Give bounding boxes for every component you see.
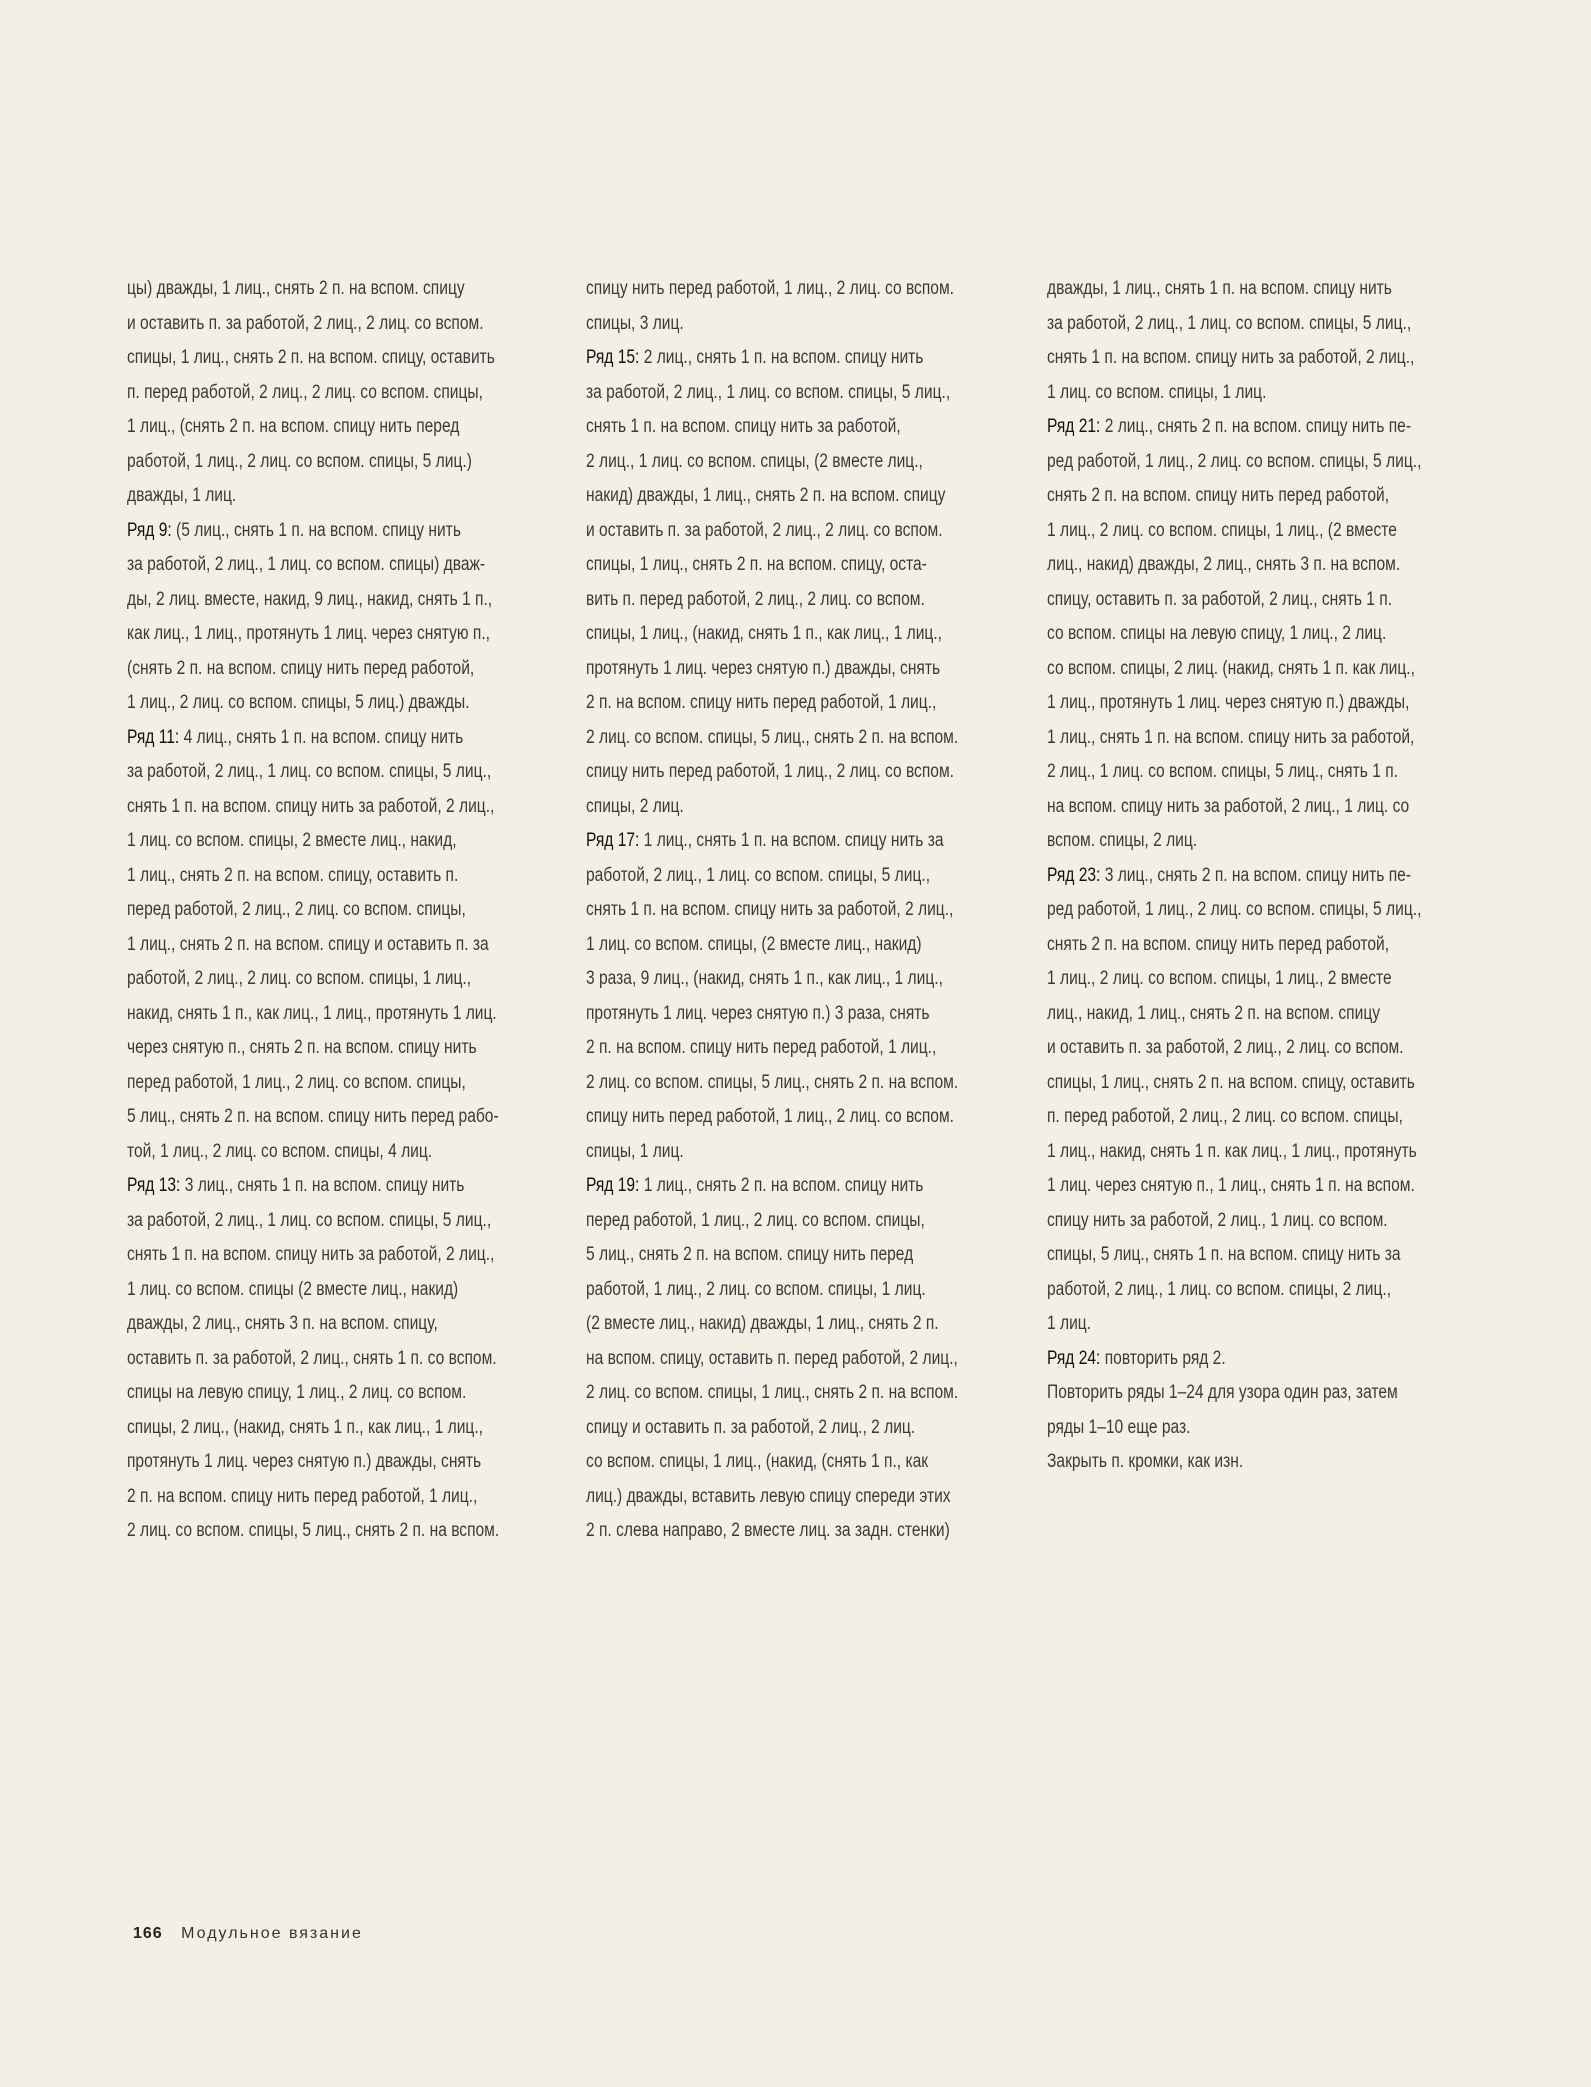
line-text: Повторить ряды 1–24 для узора один раз, затем: [1047, 1382, 1398, 1403]
text-line: [1047, 272, 1408, 307]
line-text: повторить ряд 2.: [1100, 1347, 1226, 1369]
row-label: Ряд 13:: [127, 1175, 181, 1196]
line-text: 1 лиц. со вспом. спицы, 2 вместе лиц., накид,: [127, 830, 457, 851]
line-text: ред работой, 1 лиц., 2 лиц. со вспом. спицы, 5 лиц.,: [1047, 899, 1422, 920]
text-line: [1047, 307, 1412, 342]
line-text: спицы, 2 лиц.: [586, 795, 684, 817]
row-label: Ряд 19:: [586, 1175, 640, 1196]
text-line: [586, 1342, 958, 1377]
row-label: Ряд 11:: [127, 726, 180, 748]
page-footer: [133, 1923, 363, 1945]
text-line: [127, 1066, 488, 1101]
text-line: [127, 1342, 497, 1377]
line-text: со вспом. спицы, 2 лиц. (накид, снять 1 п. как лиц.,: [1047, 657, 1415, 679]
text-line: [127, 617, 488, 652]
text-line: [1047, 790, 1408, 825]
line-text: работой, 2 лиц., 1 лиц. со вспом. спицы, 2 лиц.,: [1047, 1278, 1392, 1300]
text-line: [586, 307, 947, 342]
line-text: 2 п. на вспом. спицу нить перед работой, 1 лиц.,: [586, 692, 937, 713]
line-text: перед работой, 1 лиц., 2 лиц. со вспом. спицы,: [586, 1209, 925, 1231]
text-line: [586, 1411, 947, 1446]
line-text: как лиц., 1 лиц., протянуть 1 лиц. через снятую п.,: [127, 623, 490, 644]
text-line: [1047, 445, 1422, 480]
text-line: [127, 1307, 488, 1342]
text-line: [127, 928, 488, 963]
line-text: 2 п. слева направо, 2 вместе лиц. за задн. стенки): [586, 1520, 950, 1541]
text-line: [127, 376, 488, 411]
text-line: [586, 1066, 959, 1101]
text-line: [127, 1445, 488, 1480]
line-text: 1 лиц. со вспом. спицы, (2 вместе лиц., накид): [586, 933, 922, 955]
text-column-2: [586, 272, 1026, 1549]
line-text: за работой, 2 лиц., 1 лиц. со вспом. спицы, 5 лиц.,: [1047, 312, 1412, 334]
line-text: дважды, 2 лиц., снять 3 п. на вспом. спицу,: [127, 1313, 438, 1334]
text-line: [127, 1376, 488, 1411]
line-text: снять 1 п. на вспом. спицу нить за работой, 2 лиц.,: [127, 795, 495, 817]
text-line: [1047, 824, 1408, 859]
line-text: 1 лиц., накид, снять 1 п. как лиц., 1 лиц., протянуть: [1047, 1140, 1417, 1162]
text-line: [127, 686, 488, 721]
line-text: (5 лиц., снять 1 п. на вспом. спицу нить: [171, 519, 461, 541]
page-number: 166: [133, 1925, 163, 1942]
line-text: дважды, 1 лиц.: [127, 485, 237, 506]
line-text: спицу и оставить п. за работой, 2 лиц., 2 лиц.: [586, 1416, 916, 1438]
line-text: 5 лиц., снять 2 п. на вспом. спицу нить перед: [586, 1244, 914, 1265]
text-line: [586, 272, 954, 307]
line-text: спицы, 1 лиц.: [586, 1140, 684, 1162]
line-text: со вспом. спицы на левую спицу, 1 лиц., 2 лиц.: [1047, 623, 1387, 644]
text-line: [127, 1238, 495, 1273]
text-line: [586, 928, 947, 963]
text-column-3: [1047, 272, 1487, 1480]
line-text: перед работой, 1 лиц., 2 лиц. со вспом. спицы,: [127, 1071, 466, 1093]
text-line: [586, 755, 954, 790]
text-line: [127, 1480, 488, 1515]
line-text: работой, 2 лиц., 2 лиц. со вспом. спицы, 1 лиц.,: [127, 968, 472, 989]
line-text: (2 вместе лиц., накид) дважды, 1 лиц., снять 2 п.: [586, 1313, 939, 1334]
line-text: снять 1 п. на вспом. спицу нить за работой, 2 лиц.,: [127, 1244, 495, 1265]
text-line: [1047, 893, 1422, 928]
line-text: спицы на левую спицу, 1 лиц., 2 лиц. со вспом.: [127, 1382, 467, 1403]
line-text: накид, снять 1 п., как лиц., 1 лиц., протянуть 1 лиц.: [127, 1002, 497, 1024]
line-text: оставить п. за работой, 2 лиц., снять 1 п. со вспом.: [127, 1347, 497, 1369]
line-text: через снятую п., снять 2 п. на вспом. спицу нить: [127, 1037, 477, 1058]
line-text: ды, 2 лиц. вместе, накид, 9 лиц., накид, снять 1 п.,: [127, 588, 493, 610]
line-text: 2 лиц. со вспом. спицы, 5 лиц., снять 2 п. на вспом.: [127, 1520, 500, 1541]
line-text: спицы, 1 лиц., снять 2 п. на вспом. спицу, оста-: [586, 554, 927, 575]
text-line: [127, 790, 495, 825]
text-line: [1047, 686, 1408, 721]
line-text: протянуть 1 лиц. через снятую п.) 3 раза, снять: [586, 1002, 930, 1024]
text-line: [586, 1376, 959, 1411]
line-text: вспом. спицы, 2 лиц.: [1047, 830, 1198, 851]
text-line: [1047, 583, 1408, 618]
text-line: [586, 1100, 954, 1135]
line-text: дважды, 1 лиц., снять 1 п. на вспом. спицу нить: [1047, 278, 1392, 299]
line-text: со вспом. спицы, 1 лиц., (накид, (снять 1 п., как: [586, 1451, 929, 1472]
text-line: [586, 1204, 947, 1239]
text-line: [127, 1204, 492, 1239]
line-text: на вспом. спицу нить за работой, 2 лиц., 1 лиц. со: [1047, 795, 1410, 817]
text-line: [586, 824, 947, 859]
text-line: [1047, 755, 1408, 790]
line-text: 1 лиц., (снять 2 п. на вспом. спицу нить перед: [127, 416, 460, 437]
line-text: спицу нить перед работой, 1 лиц., 2 лиц. со вспом.: [586, 761, 954, 782]
line-text: 1 лиц., 2 лиц. со вспом. спицы, 5 лиц.) дважды.: [127, 692, 470, 713]
text-line: [1047, 859, 1412, 894]
text-line: [1047, 376, 1408, 411]
text-line: [127, 1169, 488, 1204]
line-text: 2 лиц. со вспом. спицы, 1 лиц., снять 2 п. на вспом.: [586, 1382, 959, 1403]
text-line: [127, 1031, 488, 1066]
text-line: [127, 514, 488, 549]
line-text: на вспом. спицу, оставить п. перед работой, 2 лиц.,: [586, 1347, 958, 1369]
line-text: 1 лиц. со вспом. спицы (2 вместе лиц., накид): [127, 1278, 459, 1300]
line-text: снять 2 п. на вспом. спицу нить перед работой,: [1047, 485, 1390, 506]
line-text: ред работой, 1 лиц., 2 лиц. со вспом. спицы, 5 лиц.,: [1047, 450, 1422, 472]
text-line: [127, 1411, 488, 1446]
line-text: Закрыть п. кромки, как изн.: [1047, 1451, 1244, 1472]
text-line: [1047, 928, 1408, 963]
text-line: [127, 1514, 500, 1549]
text-line: [1047, 1066, 1415, 1101]
text-line: [127, 1273, 488, 1308]
text-line: [127, 755, 492, 790]
text-line: [1047, 1307, 1408, 1342]
text-line: [127, 307, 488, 342]
line-text: спицы, 1 лиц., (накид, снять 1 п., как лиц., 1 лиц.,: [586, 623, 943, 644]
text-line: [1047, 1169, 1415, 1204]
text-line: [1047, 1342, 1408, 1377]
line-text: 2 лиц., снять 2 п. на вспом. спицу нить пе-: [1100, 416, 1412, 437]
text-line: [586, 617, 947, 652]
line-text: за работой, 2 лиц., 1 лиц. со вспом. спицы) дваж-: [127, 554, 486, 575]
text-line: [586, 1445, 947, 1480]
line-text: вить п. перед работой, 2 лиц., 2 лиц. со вспом.: [586, 588, 925, 610]
text-line: [127, 859, 488, 894]
text-line: [586, 686, 947, 721]
row-label: Ряд 23:: [1047, 864, 1101, 886]
text-line: [127, 962, 488, 997]
line-text: ряды 1–10 еще раз.: [1047, 1416, 1191, 1438]
line-text: лиц., накид) дважды, 2 лиц., снять 3 п. на вспом.: [1047, 554, 1401, 575]
text-line: [586, 790, 947, 825]
text-line: [127, 445, 488, 480]
line-text: спицу нить перед работой, 1 лиц., 2 лиц. со вспом.: [586, 1106, 954, 1127]
text-column-1: [127, 272, 567, 1549]
line-text: и оставить п. за работой, 2 лиц., 2 лиц. со вспом.: [586, 519, 943, 541]
text-line: [586, 341, 947, 376]
line-text: протянуть 1 лиц. через снятую п.) дважды, снять: [127, 1451, 482, 1472]
row-label: Ряд 9:: [127, 519, 172, 541]
line-text: лиц., накид, 1 лиц., снять 2 п. на вспом. спицу: [1047, 1002, 1381, 1024]
line-text: работой, 1 лиц., 2 лиц. со вспом. спицы, 1 лиц.: [586, 1278, 926, 1300]
line-text: снять 1 п. на вспом. спицу нить за работой,: [586, 416, 901, 437]
text-line: [127, 1100, 499, 1135]
line-text: 2 лиц., 1 лиц. со вспом. спицы, 5 лиц., снять 1 п.: [1047, 761, 1398, 782]
text-line: [127, 824, 488, 859]
text-line: [586, 859, 947, 894]
line-text: 2 лиц. со вспом. спицы, 5 лиц., снять 2 п. на вспом.: [586, 1071, 959, 1093]
line-text: работой, 2 лиц., 1 лиц. со вспом. спицы, 5 лиц.,: [586, 864, 931, 886]
line-text: 3 лиц., снять 1 п. на вспом. спицу нить: [180, 1175, 465, 1196]
text-line: [586, 1135, 947, 1170]
line-text: 2 лиц. со вспом. спицы, 5 лиц., снять 2 п. на вспом.: [586, 726, 959, 748]
text-line: [586, 1307, 947, 1342]
line-text: снять 1 п. на вспом. спицу нить за работой, 2 лиц.,: [586, 899, 954, 920]
text-line: [586, 1238, 947, 1273]
text-line: [127, 410, 488, 445]
line-text: снять 2 п. на вспом. спицу нить перед работой,: [1047, 933, 1390, 955]
line-text: 1 лиц. через снятую п., 1 лиц., снять 1 п. на вспом.: [1047, 1175, 1415, 1196]
line-text: и оставить п. за работой, 2 лиц., 2 лиц. со вспом.: [127, 312, 484, 334]
line-text: 5 лиц., снять 2 п. на вспом. спицу нить перед рабо-: [127, 1106, 499, 1127]
line-text: 1 лиц.: [1047, 1313, 1092, 1334]
text-line: [127, 272, 488, 307]
line-text: цы) дважды, 1 лиц., снять 2 п. на вспом. спицу: [127, 278, 465, 299]
text-line: [586, 1273, 947, 1308]
book-title: Модульное вязание: [181, 1925, 363, 1942]
line-text: 1 лиц., 2 лиц. со вспом. спицы, 1 лиц., 2 вместе: [1047, 968, 1392, 989]
text-line: [1047, 479, 1408, 514]
line-text: (снять 2 п. на вспом. спицу нить перед работой,: [127, 657, 475, 679]
line-text: 1 лиц., снять 2 п. на вспом. спицу, оставить п.: [127, 864, 459, 886]
text-line: [127, 893, 488, 928]
text-line: [1047, 652, 1415, 687]
line-text: 1 лиц., снять 1 п. на вспом. спицу нить за работой,: [1047, 726, 1415, 748]
text-line: [586, 721, 959, 756]
row-label: Ряд 17:: [586, 830, 640, 851]
line-text: протянуть 1 лиц. через снятую п.) дважды, снять: [586, 657, 941, 679]
line-text: 3 раза, 9 лиц., (накид, снять 1 п., как лиц., 1 лиц.,: [586, 968, 943, 989]
line-text: спицу, оставить п. за работой, 2 лиц., снять 1 п.: [1047, 588, 1393, 610]
row-label: Ряд 15:: [586, 347, 640, 368]
text-line: [127, 997, 497, 1032]
line-text: спицы, 1 лиц., снять 2 п. на вспом. спицу, оставить: [127, 347, 495, 368]
line-text: за работой, 2 лиц., 1 лиц. со вспом. спицы, 5 лиц.,: [127, 761, 492, 782]
text-line: [586, 548, 947, 583]
text-line: [1047, 1445, 1408, 1480]
text-line: [1047, 548, 1408, 583]
text-line: [586, 1514, 950, 1549]
text-line: [1047, 617, 1408, 652]
text-line: [1047, 721, 1415, 756]
text-line: [586, 514, 947, 549]
line-text: 4 лиц., снять 1 п. на вспом. спицу нить: [179, 726, 464, 748]
line-text: 1 лиц., 2 лиц. со вспом. спицы, 1 лиц., (2 вместе: [1047, 519, 1397, 541]
text-line: [1047, 1100, 1408, 1135]
text-line: [586, 893, 954, 928]
text-line: [586, 1031, 947, 1066]
text-line: [586, 479, 947, 514]
line-text: 2 п. на вспом. спицу нить перед работой, 1 лиц.,: [127, 1485, 478, 1507]
line-text: спицы, 1 лиц., снять 2 п. на вспом. спицу, оставить: [1047, 1071, 1415, 1093]
line-text: п. перед работой, 2 лиц., 2 лиц. со вспом. спицы,: [1047, 1106, 1403, 1127]
text-line: [127, 652, 488, 687]
line-text: 1 лиц., протянуть 1 лиц. через снятую п.) дважды,: [1047, 692, 1410, 713]
text-line: [586, 652, 947, 687]
line-text: за работой, 2 лиц., 1 лиц. со вспом. спицы, 5 лиц.,: [127, 1209, 492, 1231]
line-text: 1 лиц., снять 1 п. на вспом. спицу нить за: [639, 830, 944, 851]
line-text: и оставить п. за работой, 2 лиц., 2 лиц. со вспом.: [1047, 1037, 1404, 1058]
line-text: 2 лиц., 1 лиц. со вспом. спицы, (2 вместе лиц.,: [586, 450, 923, 472]
line-text: п. перед работой, 2 лиц., 2 лиц. со вспом. спицы,: [127, 381, 483, 403]
line-text: 1 лиц., снять 2 п. на вспом. спицу нить: [639, 1175, 924, 1196]
text-line: [586, 962, 947, 997]
line-text: лиц.) дважды, вставить левую спицу спереди этих: [586, 1485, 951, 1507]
line-text: спицы, 2 лиц., (накид, снять 1 п., как лиц., 1 лиц.,: [127, 1416, 484, 1438]
text-line: [1047, 997, 1408, 1032]
text-line: [1047, 410, 1412, 445]
line-text: спицу нить за работой, 2 лиц., 1 лиц. со вспом.: [1047, 1209, 1388, 1231]
line-text: спицы, 5 лиц., снять 1 п. на вспом. спицу нить за: [1047, 1244, 1401, 1265]
text-line: [1047, 1204, 1408, 1239]
line-text: спицы, 3 лиц.: [586, 312, 684, 334]
line-text: снять 1 п. на вспом. спицу нить за работой, 2 лиц.,: [1047, 347, 1415, 368]
line-text: той, 1 лиц., 2 лиц. со вспом. спицы, 4 лиц.: [127, 1140, 433, 1162]
text-line: [127, 341, 495, 376]
line-text: накид) дважды, 1 лиц., снять 2 п. на вспом. спицу: [586, 485, 946, 506]
line-text: работой, 1 лиц., 2 лиц. со вспом. спицы, 5 лиц.): [127, 450, 472, 472]
text-line: [1047, 1238, 1408, 1273]
text-line: [1047, 341, 1415, 376]
text-line: [586, 376, 951, 411]
text-line: [1047, 1273, 1408, 1308]
text-line: [1047, 1031, 1408, 1066]
row-label: Ряд 21:: [1047, 416, 1101, 437]
text-line: [1047, 1135, 1417, 1170]
text-line: [586, 1480, 951, 1515]
text-line: [586, 410, 947, 445]
text-line: [1047, 962, 1408, 997]
text-line: [586, 583, 947, 618]
line-text: за работой, 2 лиц., 1 лиц. со вспом. спицы, 5 лиц.,: [586, 381, 951, 403]
text-line: [1047, 1411, 1408, 1446]
text-line: [586, 1169, 947, 1204]
text-line: [1047, 1376, 1408, 1411]
line-text: 3 лиц., снять 2 п. на вспом. спицу нить пе-: [1100, 864, 1412, 886]
row-label: Ряд 24:: [1047, 1347, 1101, 1369]
line-text: 1 лиц. со вспом. спицы, 1 лиц.: [1047, 381, 1267, 403]
text-line: [127, 583, 493, 618]
line-text: перед работой, 2 лиц., 2 лиц. со вспом. спицы,: [127, 899, 466, 920]
line-text: 2 лиц., снять 1 п. на вспом. спицу нить: [639, 347, 924, 368]
text-line: [127, 721, 488, 756]
text-line: [127, 479, 488, 514]
line-text: 1 лиц., снять 2 п. на вспом. спицу и оставить п. за: [127, 933, 489, 955]
line-text: 2 п. на вспом. спицу нить перед работой, 1 лиц.,: [586, 1037, 937, 1058]
text-line: [127, 1135, 488, 1170]
text-line: [586, 997, 947, 1032]
line-text: спицу нить перед работой, 1 лиц., 2 лиц. со вспом.: [586, 278, 954, 299]
text-line: [127, 548, 488, 583]
text-line: [1047, 514, 1408, 549]
text-line: [586, 445, 947, 480]
